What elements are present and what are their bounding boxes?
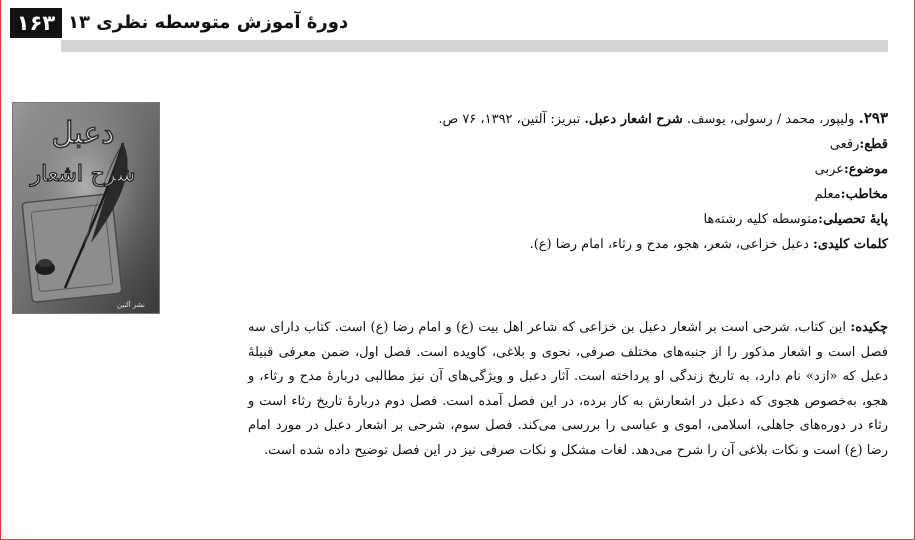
field-format-label: قطع: bbox=[859, 137, 888, 152]
cover-title-main: شرح اشعار bbox=[30, 161, 136, 187]
field-audience bbox=[298, 182, 888, 207]
field-keywords-label: کلمات کلیدی: bbox=[813, 237, 888, 252]
cover-publisher-mark: نشر آلتین bbox=[117, 301, 145, 309]
abstract-text: این کتاب، شرحی است بر اشعار دعبل بن خزاعی که شاعر اهل بیت (ع) و امام رضا (ع) است. کتاب دارای سه فصل است و اشعار مذکور را از جنبه‌های مختلف صرفی، نحوی و بلاغی، کاویده است. فصل اول، ضمن معرفی قبیلۀ دعبل که «ازد» نام دارد، به تاریخ زندگی او پرداخته است. آثار دعبل و ویژگی‌های آن نیز مطالبی دربارۀ مدح و رثاء، و هجو، به‌خصوص هجوی که دعبل در اشعارش به کار برده، در این فصل آمده است. فصل دوم دربارۀ تاریخ رثاء است و رثاء در دوره‌های جاهلی، اسلامی، اموی و عباسی را بررسی می‌کند. فصل سوم، شرحی بر اشعار دعبل در مورد امام رضا (ع) است و نکات بلاغی آن را شرح می‌دهد. لغات مشکل و نکات صرفی نیز در این فصل توضیح داده شده است. bbox=[248, 320, 888, 458]
abstract-label: چکیده: bbox=[850, 320, 888, 335]
citation-line bbox=[298, 106, 888, 132]
page-header bbox=[10, 8, 888, 40]
field-audience-label: مخاطب: bbox=[840, 187, 888, 202]
field-subject-value: عربی bbox=[814, 162, 844, 177]
header-rule bbox=[61, 40, 888, 52]
field-keywords-value: دعبل خزاعی، شعر، هجو، مدح و رثاء، امام رضا (ع). bbox=[529, 237, 809, 252]
field-format bbox=[298, 132, 888, 157]
field-grade-label: پایۀ تحصیلی: bbox=[818, 212, 888, 227]
book-cover-image bbox=[12, 102, 160, 314]
field-grade-value: متوسطه کلیه رشته‌ها bbox=[703, 212, 819, 227]
field-subject bbox=[298, 157, 888, 182]
field-subject-label: موضوع: bbox=[844, 162, 888, 177]
field-grade bbox=[298, 207, 888, 232]
bibliography-entry bbox=[298, 106, 888, 257]
page-number: ۱۶۳ bbox=[10, 8, 62, 38]
entry-authors: ولیپور، محمد / رسولی، یوسف. bbox=[686, 112, 855, 127]
entry-publication: تبریز: آلتین، ۱۳۹۲، ۷۶ ص. bbox=[438, 112, 581, 127]
field-format-value: رقعی bbox=[829, 137, 860, 152]
entry-book-title: شرح اشعار دعبل. bbox=[584, 112, 683, 127]
cover-title-top: دعبل bbox=[51, 116, 115, 151]
abstract-paragraph bbox=[248, 316, 888, 463]
field-audience-value: معلم bbox=[814, 187, 841, 202]
running-title: دورۀ آموزش متوسطه نظری ۱۳ bbox=[68, 12, 349, 33]
field-keywords bbox=[298, 232, 888, 257]
entry-number: ۲۹۳. bbox=[858, 109, 888, 127]
